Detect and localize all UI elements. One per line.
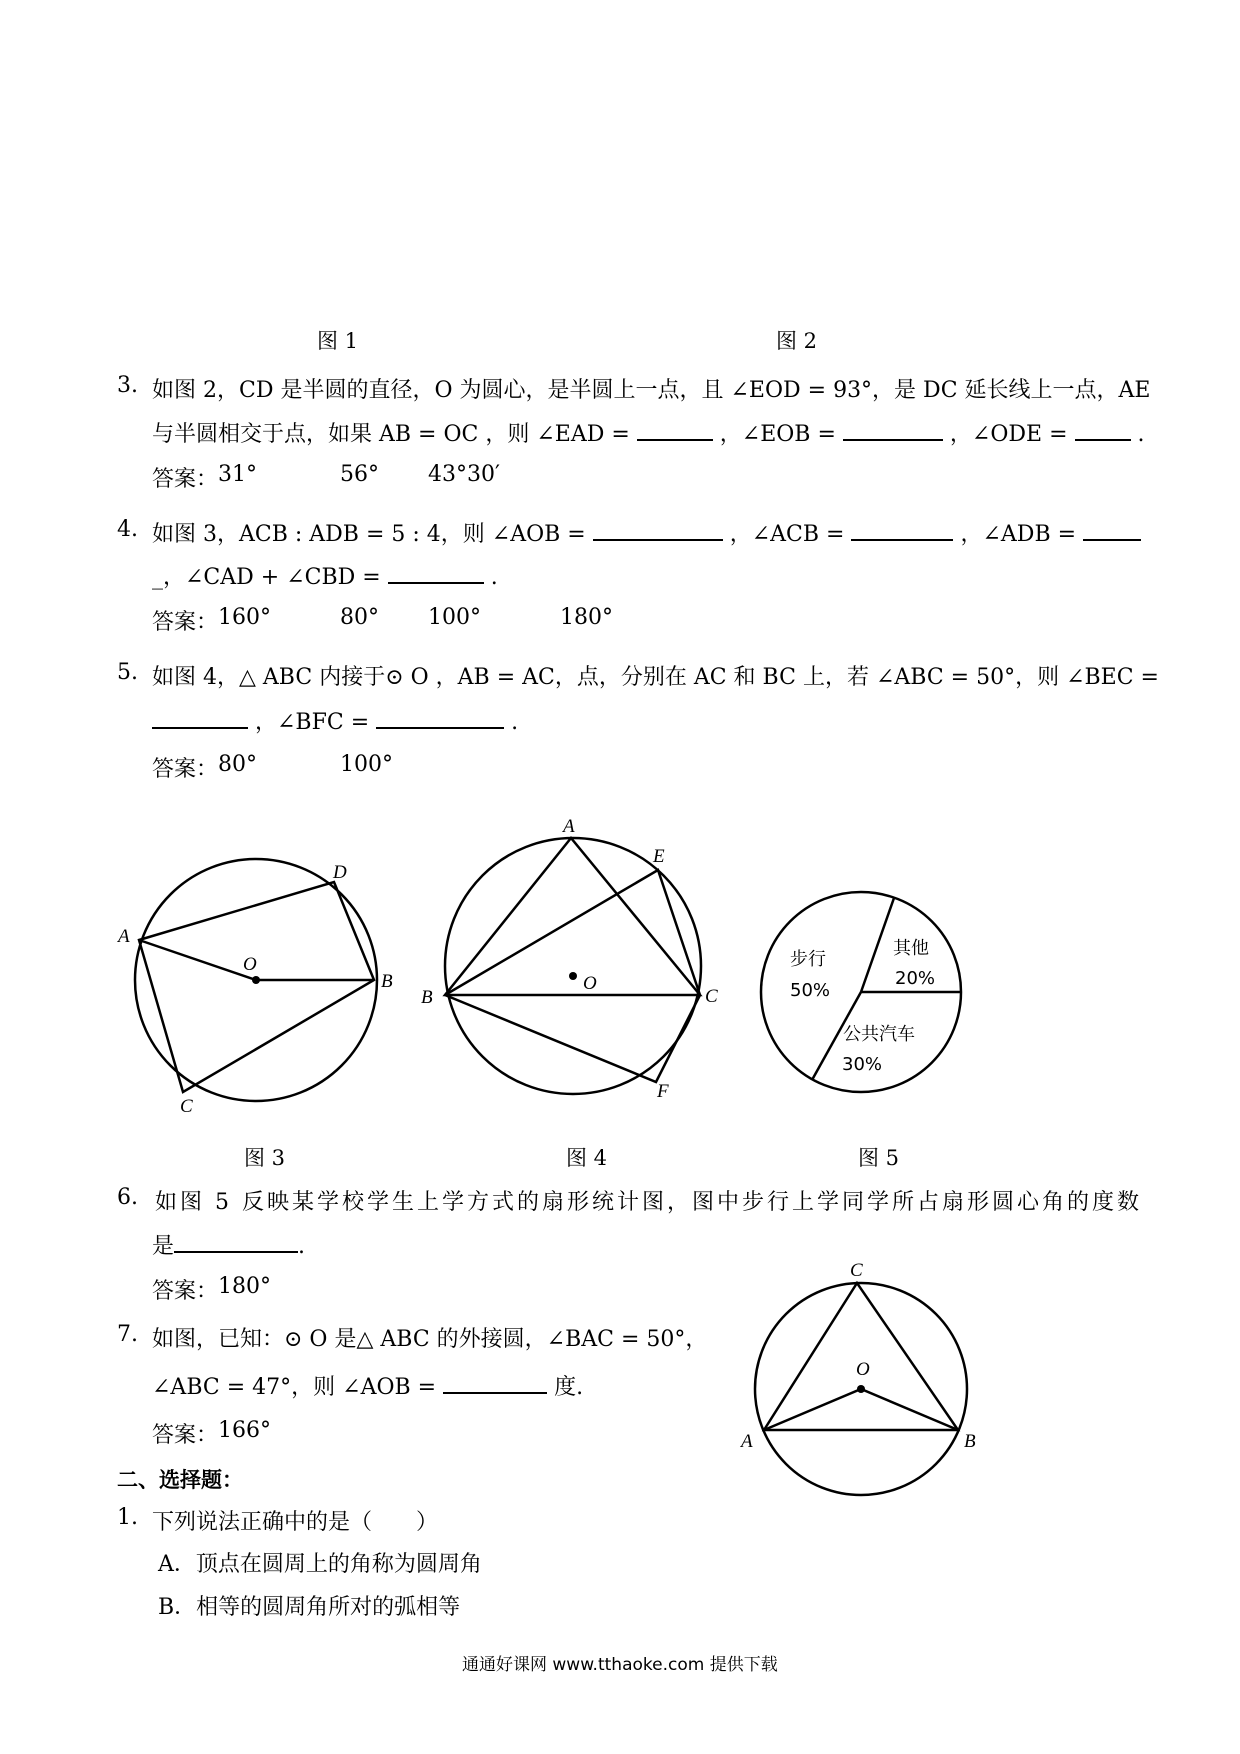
q5-line2-part-a: ，∠BFC = [255, 710, 370, 735]
footer-text: 通通好课网 www.tthaoke.com 提供下载 [462, 1655, 778, 1675]
q3-answer-3: 43°30′ [428, 462, 500, 487]
q4-answer-4: 180° [560, 605, 613, 630]
mc1-option-b: B．相等的圆周角所对的弧相等 [158, 1595, 461, 1620]
q4-number: 4. [117, 517, 138, 542]
q6-line2-end: . [298, 1234, 306, 1259]
q7-text-line1: 如图，已知：⊙ O 是△ ABC 的外接圆，∠BAC = 50°， [152, 1327, 708, 1352]
fig5-slice-other-name: 其他 [893, 938, 929, 959]
q4-line1-part-a: 如图 3，ACB : ADB = 5 : 4，则 ∠AOB = [152, 522, 586, 547]
figure-1-caption: 图 1 [317, 329, 359, 353]
fig5-slice-walk-value: 50% [790, 980, 831, 1001]
fig5-slice-bus-name: 公共汽车 [843, 1024, 915, 1045]
fig7-label-o: O [856, 1359, 870, 1380]
fig5-slice-bus-value: 30% [842, 1054, 883, 1075]
fig3-label-b: B [381, 971, 393, 992]
fig4-label-a: A [563, 816, 575, 837]
q4-answer-1: 160° [218, 605, 271, 630]
q3-line2-part-c: ，∠ODE = [949, 422, 1068, 447]
fig4-label-o: O [583, 973, 597, 994]
fig3-label-d: D [333, 862, 347, 883]
fig3-label-a: A [118, 926, 130, 947]
fig4-label-f: F [657, 1081, 669, 1102]
q4-answer-3: 100° [428, 605, 481, 630]
q3-text-line1: 如图 2，CD 是半圆的直径，O 为圆心，是半圆上一点，且 ∠EOD = 93°，是 DC 延长线上一点，AE [152, 378, 1151, 403]
q4-line2-end: . [490, 565, 498, 590]
q6-text-line1: 如图 5 反映某学校学生上学方式的扇形统计图，图中步行上学同学所占扇形圆心角的度数 [155, 1190, 1142, 1215]
fig7-center-dot [857, 1385, 865, 1393]
q3-number: 3. [117, 373, 138, 398]
figure-2-caption: 图 2 [776, 329, 818, 353]
q5-text-line1: 如图 4，△ ABC 内接于⊙ O ，AB = AC，点，分别在 AC 和 BC 上，若 ∠ABC = 50°，则 ∠BEC = [152, 665, 1159, 690]
fig3-label-o: O [243, 954, 257, 975]
q4-answer-2: 80° [340, 605, 379, 630]
q3-line2-end: . [1137, 422, 1145, 447]
q4-line1-part-b: ，∠ACB = [729, 522, 845, 547]
q5-answer-label: 答案： [152, 757, 219, 782]
q3-line2-part-a: 与半圆相交于点，如果 AB = OC ，则 ∠EAD = [152, 422, 630, 447]
q4-answer-label: 答案： [152, 610, 219, 635]
q7-number: 7. [117, 1322, 138, 1347]
q5-answer-1: 80° [218, 752, 257, 777]
figure-3-caption: 图 3 [244, 1146, 286, 1170]
fig4-label-b: B [421, 987, 433, 1008]
fig3-label-c: C [180, 1096, 193, 1117]
q3-answer-label: 答案： [152, 467, 219, 492]
figure-5-caption: 图 5 [858, 1146, 900, 1170]
q6-answer-label: 答案： [152, 1279, 219, 1304]
q7-line2-part-b: 度. [554, 1375, 584, 1400]
q4-line2-part-a: _，∠CAD + ∠CBD = [152, 565, 381, 590]
figure-4-caption: 图 4 [566, 1146, 608, 1170]
q3-answer-1: 31° [218, 462, 257, 487]
q5-number: 5. [117, 660, 138, 685]
q5-answer-2: 100° [340, 752, 393, 777]
q6-number: 6. [117, 1185, 138, 1210]
fig7-label-c: C [850, 1260, 863, 1281]
q6-answer-1: 180° [218, 1274, 271, 1299]
fig7-segments-aob [764, 1389, 958, 1430]
mc1-question: 下列说法正确中的是（ ） [152, 1510, 439, 1535]
q7-answer-label: 答案： [152, 1423, 219, 1448]
q7-line2-part-a: ∠ABC = 47°，则 ∠AOB = [152, 1375, 437, 1400]
fig4-label-e: E [653, 846, 665, 867]
q7-answer-1: 166° [218, 1418, 271, 1443]
mc1-option-a: A．顶点在圆周上的角称为圆周角 [158, 1552, 482, 1577]
fig5-slice-walk-name: 步行 [790, 949, 826, 970]
fig4-label-c: C [705, 986, 718, 1007]
q4-line1-part-c: ，∠ADB = [960, 522, 1077, 547]
fig7-label-a: A [741, 1431, 753, 1452]
fig7-triangle-abc [764, 1283, 958, 1430]
fig7-label-b: B [964, 1431, 976, 1452]
q5-line2-end: . [511, 710, 519, 735]
mc1-number: 1. [117, 1505, 138, 1530]
fig5-slice-other-value: 20% [895, 968, 936, 989]
q3-answer-2: 56° [340, 462, 379, 487]
q3-line2-part-b: ，∠EOB = [719, 422, 836, 447]
section-2-title: 二、选择题： [117, 1467, 243, 1492]
q6-line2-part-a: 是 [152, 1234, 175, 1259]
